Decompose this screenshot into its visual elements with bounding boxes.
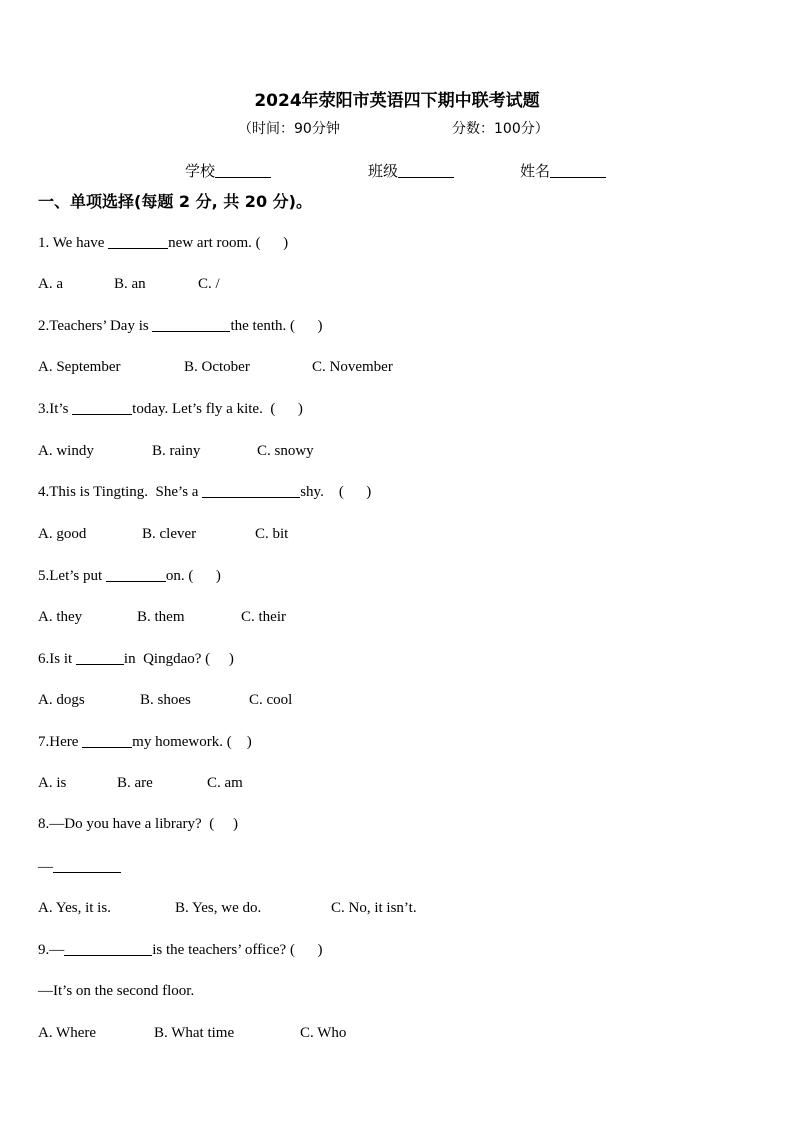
option-b: B. Yes, we do.: [175, 900, 262, 916]
option-a: A. dogs: [38, 692, 85, 708]
option-a: A. they: [38, 609, 83, 625]
answer-blank: [202, 483, 300, 498]
option-b: B. clever: [142, 526, 197, 542]
option-a: A. Where: [38, 1025, 97, 1041]
option-c: C. their: [241, 609, 286, 625]
option-c: C. Who: [300, 1025, 347, 1041]
question-3: 3.It’s today. Let’s fly a kite. ( ): [38, 401, 303, 417]
school-blank: [215, 163, 271, 178]
option-b: B. rainy: [152, 443, 201, 459]
name-field: [520, 160, 606, 181]
question-8: 8.—Do you have a library? ( ): [38, 816, 238, 832]
name-label: 姓名: [520, 162, 551, 180]
option-b: B. them: [137, 609, 185, 625]
exam-time: （时间：90分钟: [238, 121, 340, 137]
option-c: C. am: [207, 775, 243, 791]
question-2: 2.Teachers’ Day is the tenth. ( ): [38, 318, 323, 334]
option-c: C. bit: [255, 526, 289, 542]
option-a: A. is: [38, 775, 67, 791]
question-5: 5.Let’s put on. ( ): [38, 568, 221, 584]
option-a: A. good: [38, 526, 87, 542]
school-field: [185, 160, 271, 181]
section-heading: 一、单项选择(每题 2 分, 共 20 分)。: [38, 192, 312, 211]
question-8-answer-line: —: [38, 858, 121, 876]
option-a: A. windy: [38, 443, 94, 459]
exam-score: 分数：100分）: [452, 121, 549, 137]
school-label: 学校: [185, 162, 216, 180]
option-b: B. shoes: [140, 692, 191, 708]
option-c: C. snowy: [257, 443, 314, 459]
question-7: 7.Here my homework. ( ): [38, 734, 252, 750]
option-c: C. November: [312, 359, 393, 375]
option-a: A. a: [38, 276, 63, 292]
option-c: C. cool: [249, 692, 293, 708]
class-blank: [398, 163, 454, 178]
answer-blank: [76, 650, 124, 665]
option-b: B. are: [117, 775, 153, 791]
option-c: C. No, it isn’t.: [331, 900, 417, 916]
answer-blank: [106, 567, 166, 582]
class-field: [368, 160, 454, 181]
question-9: 9.— is the teachers’ office? ( ): [38, 942, 323, 958]
answer-blank: [64, 941, 152, 956]
option-b: B. October: [184, 359, 250, 375]
answer-blank: [72, 400, 132, 415]
answer-blank: [53, 858, 121, 873]
name-blank: [550, 163, 606, 178]
answer-blank: [152, 317, 230, 332]
page-title: 2024年荥阳市英语四下期中联考试题: [254, 91, 540, 111]
option-a: A. September: [38, 359, 121, 375]
class-label: 班级: [368, 162, 399, 180]
option-c: C. /: [198, 276, 220, 292]
option-a: A. Yes, it is.: [38, 900, 111, 916]
question-1: 1. We have new art room. ( ): [38, 235, 289, 251]
question-9-dialogue: —It’s on the second floor.: [38, 983, 195, 999]
option-b: B. an: [114, 276, 146, 292]
question-4: 4.This is Tingting. She’s a shy. ( ): [38, 484, 372, 500]
answer-blank: [82, 733, 132, 748]
option-b: B. What time: [154, 1025, 235, 1041]
answer-blank: [108, 234, 168, 249]
question-6: 6.Is it in Qingdao? ( ): [38, 651, 234, 667]
